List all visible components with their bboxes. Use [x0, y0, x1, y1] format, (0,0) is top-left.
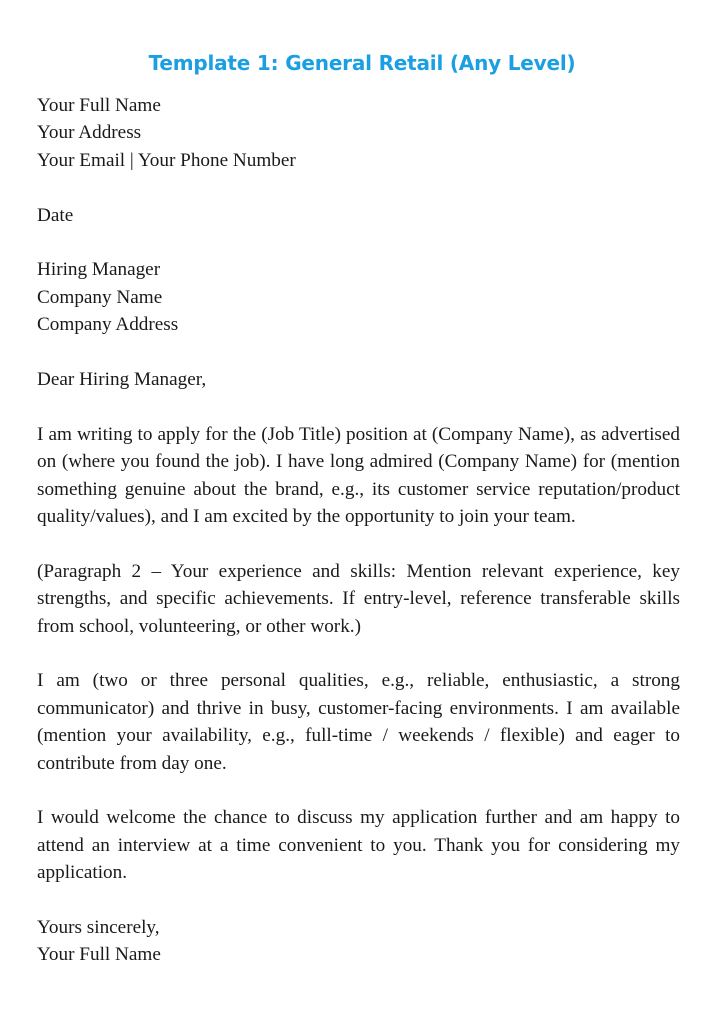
recipient-title: Hiring Manager: [37, 259, 161, 281]
paragraph-experience: (Paragraph 2 – Your experience and skills: Mention relevant experience, key strengths, and specific achievements. If entry-level, reference transferable skills from school, volunteering, or other work.): [37, 560, 680, 637]
sender-name: Your Full Name: [37, 95, 161, 116]
spacer: [37, 339, 680, 366]
paragraph-qualities: I am (two or three personal qualities, e.g., reliable, enthusiastic, a strong communicator) and thrive in busy, customer-facing environments. I am available (mention your availability, e.g., full-time / weekends / flexible) and eager to contribute from day one.: [37, 670, 680, 774]
spacer: [37, 229, 680, 256]
salutation: Dear Hiring Manager,: [37, 369, 207, 391]
sender-contact: Your Email | Your Phone Number: [37, 149, 296, 171]
recipient-company: Company Name: [37, 286, 163, 308]
paragraph-closing: I would welcome the chance to discuss my application further and am happy to attend an interview at a time convenient to you. Thank you for considering my application.: [37, 807, 680, 884]
page-title: Template 1: General Retail (Any Level): [148, 51, 576, 75]
spacer: [37, 777, 680, 804]
spacer: [37, 174, 680, 201]
letter-body: [37, 92, 680, 969]
closing-phrase: Yours sincerely,: [37, 917, 160, 939]
spacer: [37, 393, 680, 420]
paragraph-intro: I am writing to apply for the (Job Title) position at (Company Name), as advertised on (where you found the job). I have long admired (Company Name) for (mention something genuine about the brand, e.g., its customer service reputation/product quality/values), and I am excited by the opportunity to join your team.: [37, 423, 680, 528]
spacer: [37, 640, 680, 667]
spacer: [37, 887, 680, 914]
spacer: [37, 530, 680, 557]
sender-address: Your Address: [37, 122, 142, 144]
letter-date: Date: [37, 204, 74, 226]
recipient-address: Company Address: [37, 314, 179, 336]
signature-name: Your Full Name: [37, 944, 161, 966]
